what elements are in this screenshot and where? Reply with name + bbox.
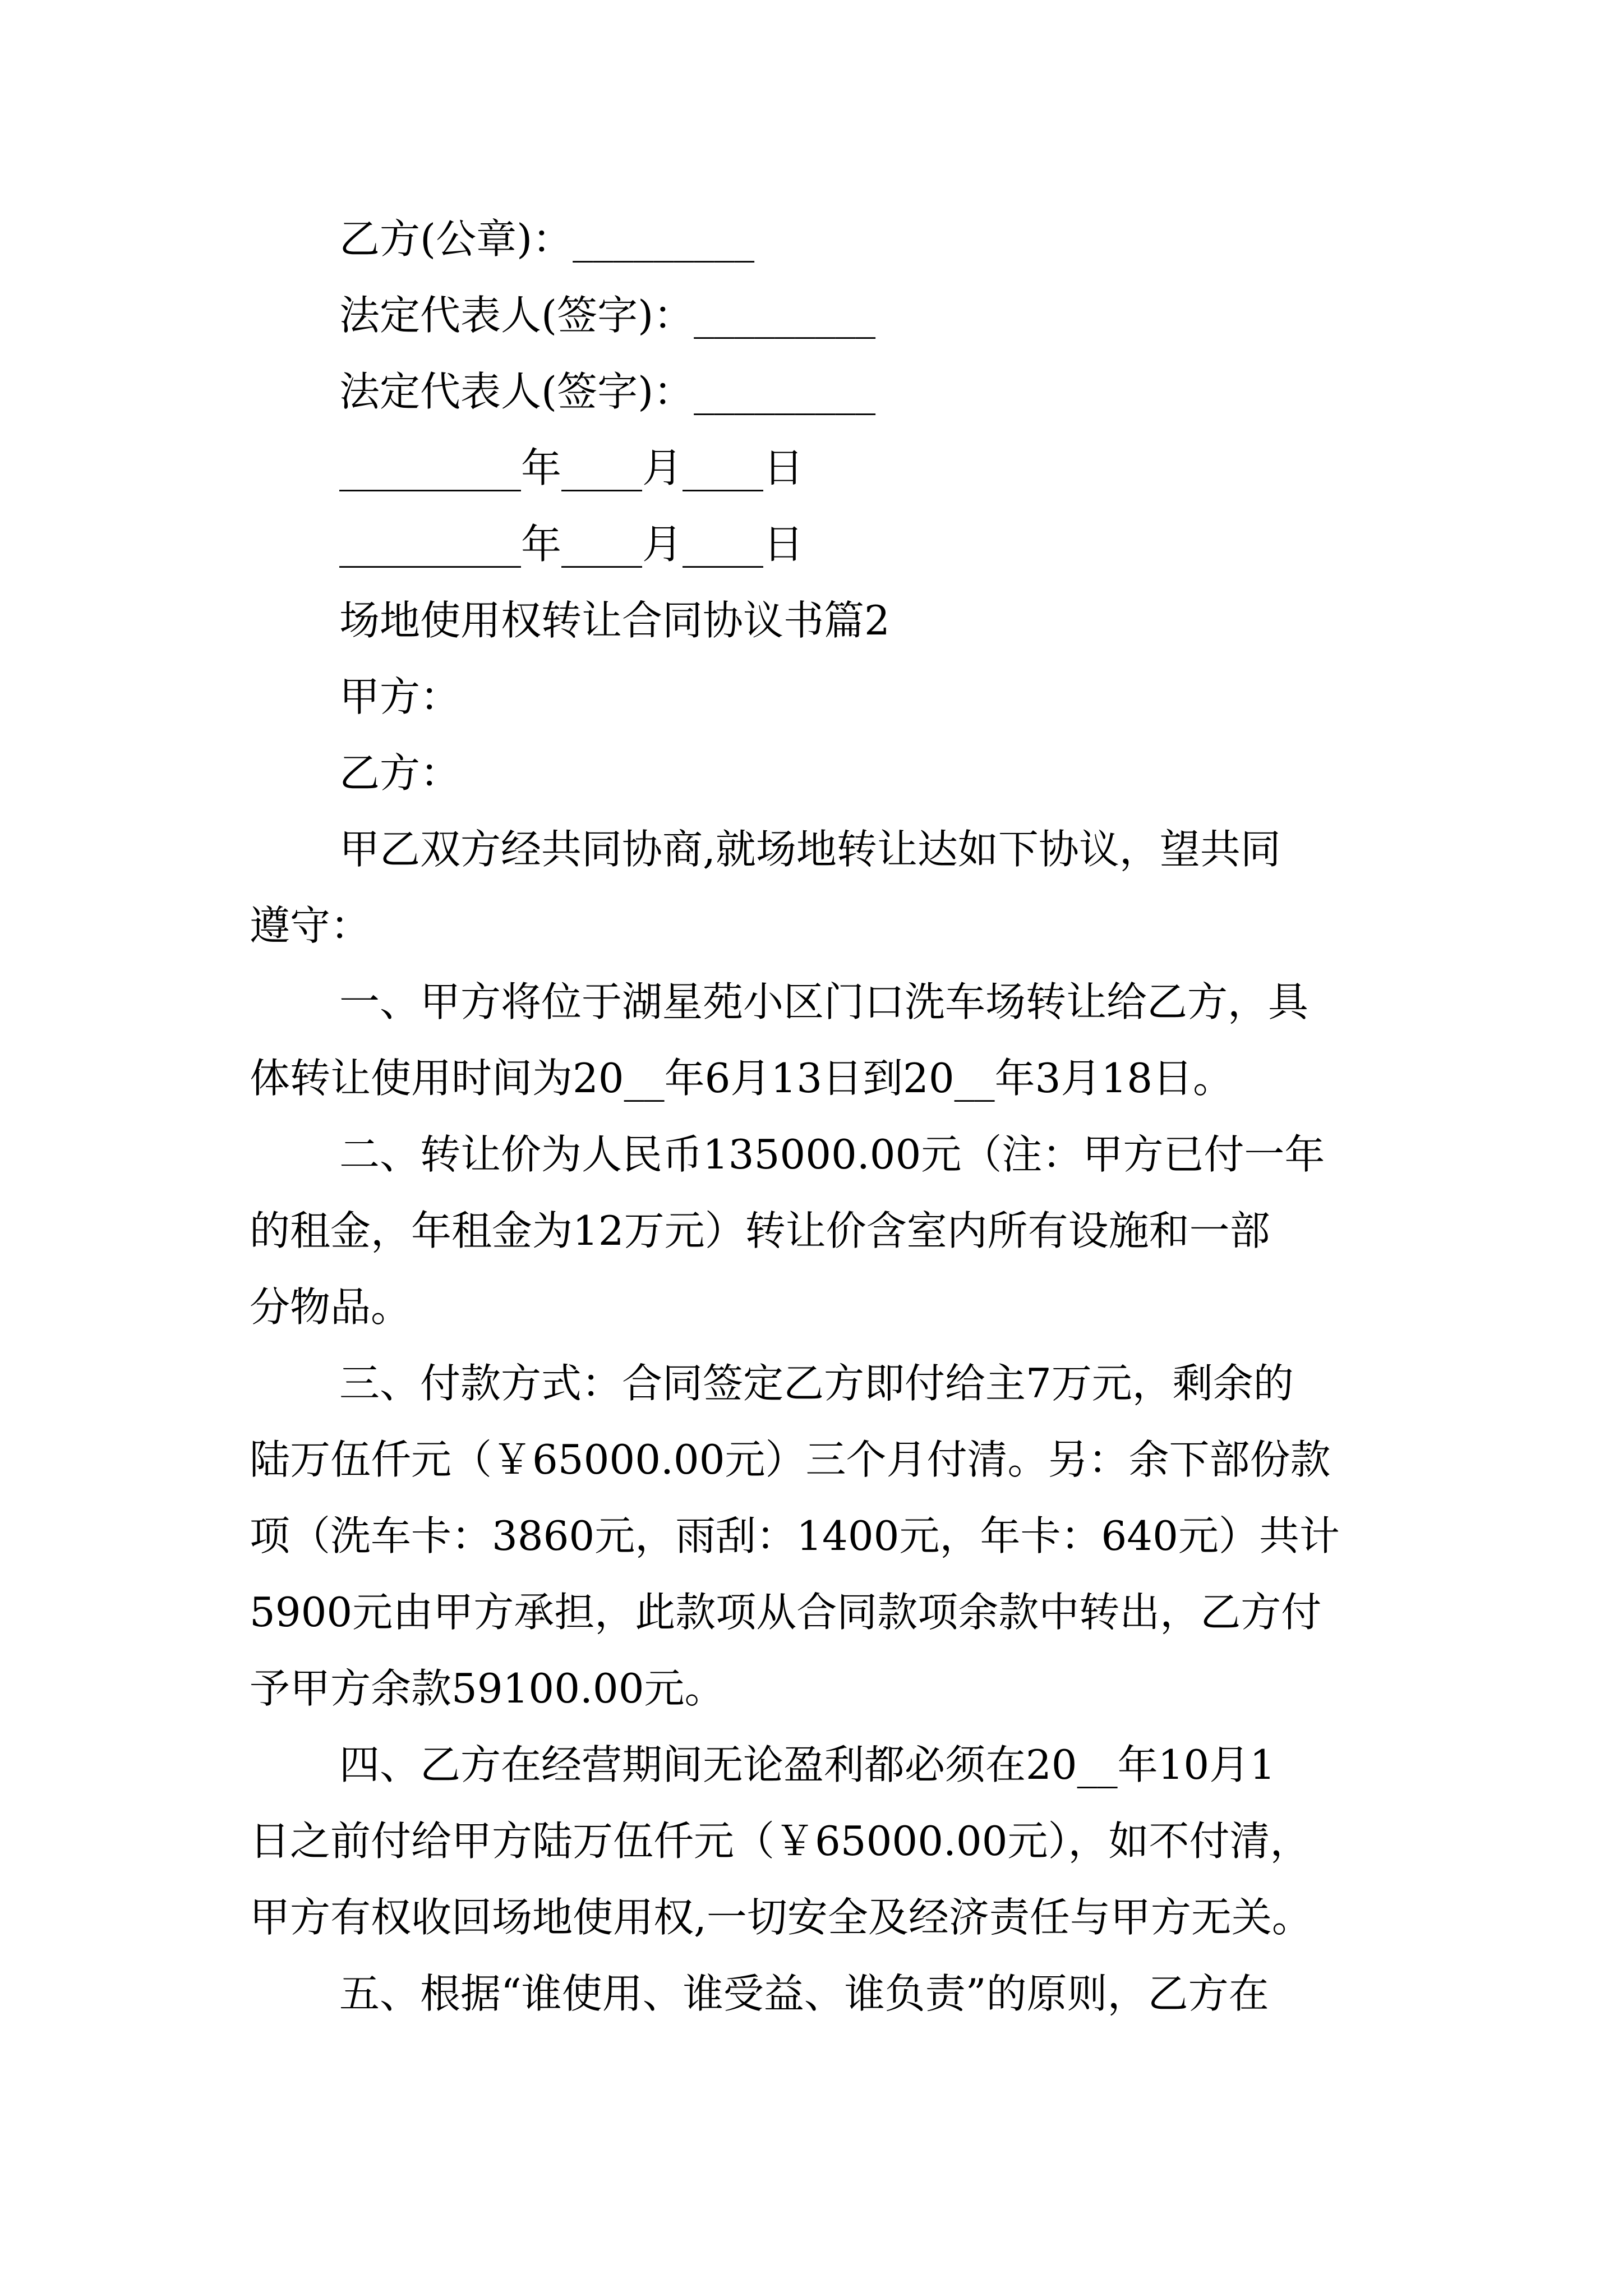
clause-5-paragraph <box>250 1955 1388 2032</box>
section-title: 场地使用权转让合同协议书篇2 <box>339 597 890 644</box>
paragraph-line: 五、根据“谁使用、谁受益、谁负责”的原则，乙方在 <box>339 1970 1269 2017</box>
date-line-2: _________年____月____日 <box>339 521 804 568</box>
party-b-label: 乙方： <box>339 749 461 797</box>
document-body <box>250 201 1388 2032</box>
paragraph-line: 四、乙方在经营期间无论盈利都必须在20__年10月1 <box>339 1741 1276 1788</box>
paragraph-line: 甲乙双方经共同协商,就场地转让达如下协议，望共同 <box>339 826 1281 873</box>
clause-2-paragraph <box>250 1116 1388 1345</box>
party-b-seal-line: 乙方(公章)：_________ <box>339 215 755 263</box>
paragraph-line: 日之前付给甲方陆万伍仟元（￥65000.00元），如不付清， <box>250 1818 1311 1865</box>
paragraph-line: 项（洗车卡：3860元，雨刮：1400元，年卡：640元）共计 <box>250 1512 1340 1559</box>
paragraph-line: 陆万伍仟元（￥65000.00元）三个月付清。另：余下部份款 <box>250 1436 1331 1483</box>
clause-3-paragraph <box>250 1345 1388 1727</box>
paragraph-line: 的租金，年租金为12万元）转让价含室内所有设施和一部 <box>250 1207 1270 1254</box>
date-line-1: _________年____月____日 <box>339 444 804 491</box>
paragraph-line: 体转让使用时间为20__年6月13日到20__年3月18日。 <box>250 1055 1234 1102</box>
paragraph-line: 分物品。 <box>250 1283 412 1331</box>
paragraph-line: 一、甲方将位于湖星苑小区门口洗车场转让给乙方，具 <box>339 978 1309 1025</box>
paragraph-line: 三、付款方式：合同签定乙方即付给主7万元，剩余的 <box>339 1360 1294 1407</box>
intro-paragraph <box>250 811 1388 964</box>
legal-rep-signature-line-2: 法定代表人(签字)：_________ <box>339 368 876 415</box>
paragraph-line: 甲方有权收回场地使用权,一切安全及经济责任与甲方无关。 <box>250 1894 1312 1941</box>
clause-1-paragraph <box>250 964 1388 1116</box>
paragraph-line: 予甲方余款59100.00元。 <box>250 1665 725 1712</box>
paragraph-line: 遵守： <box>250 902 371 949</box>
paragraph-line: 二、转让价为人民币135000.00元（注：甲方已付一年 <box>339 1131 1325 1178</box>
paragraph-line: 5900元由甲方承担，此款项从合同款项余款中转出，乙方付 <box>250 1589 1322 1636</box>
legal-rep-signature-line-1: 法定代表人(签字)：_________ <box>339 292 876 339</box>
party-a-label: 甲方： <box>339 673 461 720</box>
clause-4-paragraph <box>250 1727 1388 1955</box>
